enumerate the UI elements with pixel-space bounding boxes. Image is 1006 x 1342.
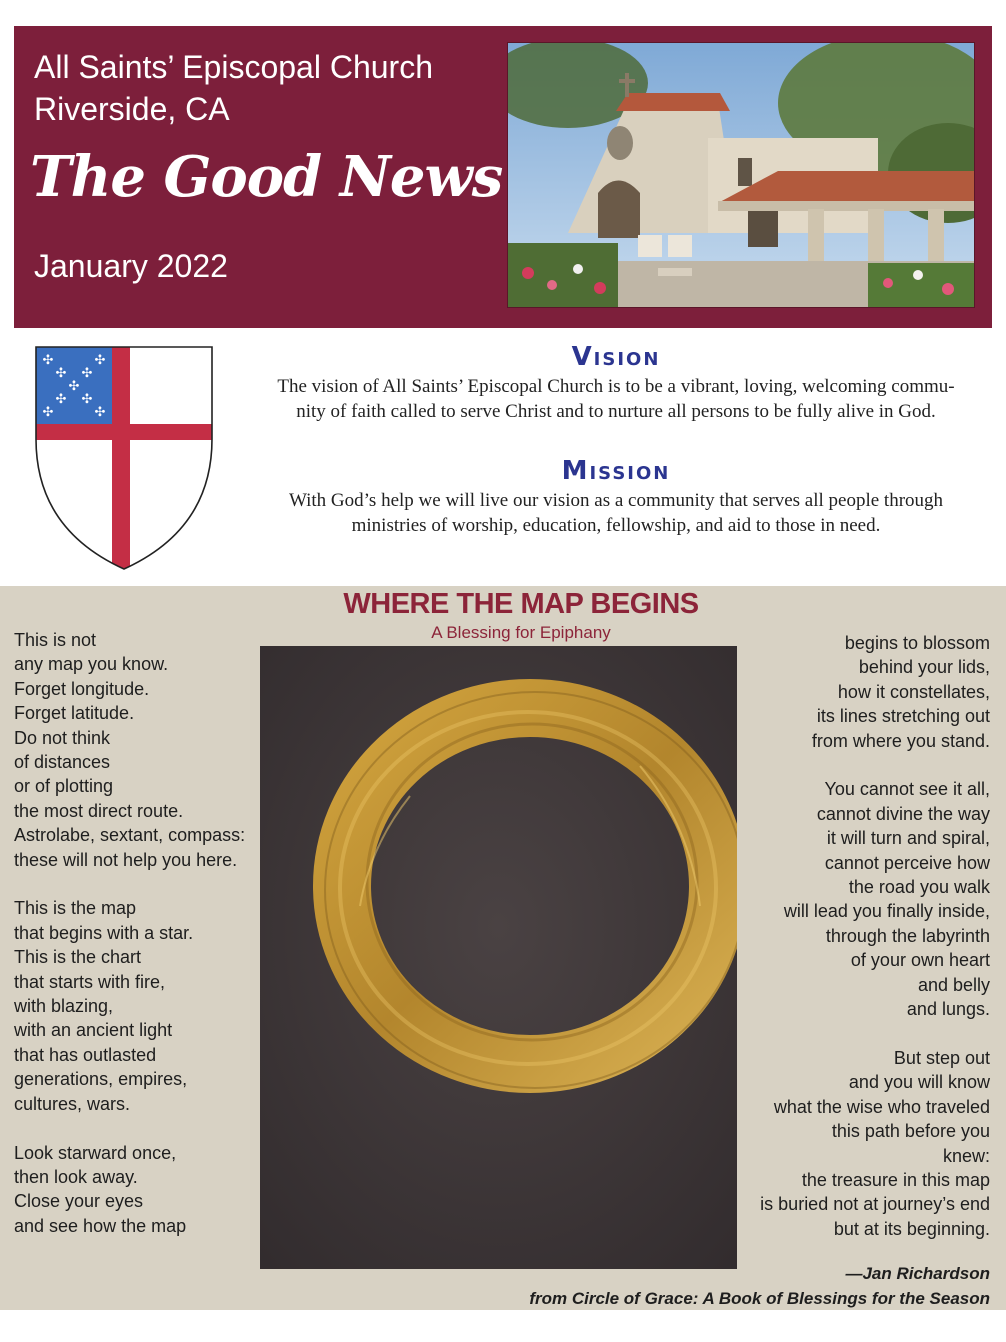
poem-line: But step out [893,1047,990,1068]
poem-source: from Circle of Grace: A Book of Blessings for the Season [529,1289,990,1308]
poem-title: WHERE THE MAP BEGINS [343,588,699,620]
vision-statement [236,374,996,424]
poem-line: Look starward once, [14,1142,177,1163]
church-photo [507,42,975,308]
poem-line: You cannot see it all, [824,779,990,800]
svg-text:✣: ✣ [81,392,93,407]
poem-line: with an ancient light [14,1020,173,1041]
svg-text:✣: ✣ [42,353,54,368]
poem-line: This is the map [14,898,137,919]
poem-line: Forget longitude. [14,678,150,699]
mission-line: ministries of worship, education, fellowship, and aid to those in need. [351,515,881,536]
poem-line: cultures, wars. [14,1093,131,1114]
poem-line: Forget latitude. [14,703,135,724]
episcopal-shield-emblem [30,344,216,572]
masthead [14,26,992,328]
mission-heading: Mission [561,456,671,486]
mission-line: With God’s help we will live our vision as a community that serves all people through [288,490,944,511]
poem-stanza [14,896,264,1116]
poem-line: cannot perceive how [824,852,990,873]
poem-line: generations, empires, [14,1069,188,1090]
poem-line: the road you walk [848,877,990,898]
poem-line: cannot divine the way [816,803,990,824]
poem-line: will lead you finally inside, [783,901,990,922]
poem-line: Close your eyes [14,1191,144,1212]
poem-right-column [700,631,990,1241]
poem-line: of distances [14,752,111,773]
poem-line: it will turn and spiral, [826,828,990,849]
poem-line: and you will know [848,1072,990,1093]
church-location: Riverside, CA [34,91,230,127]
poem-line: its lines stretching out [816,706,990,727]
poem-line: that has outlasted [14,1044,157,1065]
newsletter-title: The Good News [30,144,503,210]
vision-line: nity of faith called to serve Christ and to nurture all persons to be fully alive in God. [296,401,936,422]
poem-line: then look away. [14,1166,138,1187]
poem-line: but at its beginning. [833,1218,990,1239]
svg-text:✣: ✣ [94,405,106,420]
svg-text:✣: ✣ [55,392,67,407]
poem-stanza [14,1141,264,1239]
vision-heading: Vision [571,342,661,372]
poem-line: and lungs. [906,999,990,1020]
svg-text:✣: ✣ [42,405,54,420]
poem-line: Astrolabe, sextant, compass: [14,825,246,846]
poem-line: what the wise who traveled [773,1096,990,1117]
poem-line: of your own heart [850,950,990,971]
poem-line: behind your lids, [858,657,990,678]
poem-line: Do not think [14,727,111,748]
poem-line: that starts with fire, [14,971,166,992]
golden-ring-painting [260,646,737,1269]
poem-line: how it constellates, [837,681,990,702]
poem-line: and see how the map [14,1215,187,1236]
poem-line: that begins with a star. [14,922,194,943]
poem-stanza [700,777,990,1021]
issue-date: January 2022 [34,248,228,284]
poem-line: This is the chart [14,947,142,968]
poem-line: with blazing, [14,996,114,1017]
poem-line: begins to blossom [844,633,990,653]
poem-subtitle: A Blessing for Epiphany [431,623,611,642]
church-name [34,46,433,130]
svg-text:✣: ✣ [94,353,106,368]
mission-statement [236,488,996,538]
poem-line: and belly [917,974,990,995]
poem-line: this path before you [831,1121,990,1142]
poem-author: —Jan Richardson [845,1264,990,1283]
poem-line: from where you stand. [811,730,990,751]
svg-text:✣: ✣ [55,366,67,381]
poem-stanza [700,631,990,753]
poem-line: through the labyrinth [825,925,990,946]
poem-line: the treasure in this map [801,1169,990,1190]
church-name-line: All Saints’ Episcopal Church [34,49,433,85]
poem-line: knew: [942,1145,990,1166]
svg-text:✣: ✣ [81,366,93,381]
poem-stanza [700,1046,990,1241]
poem-stanza [14,628,264,872]
poem-line: these will not help you here. [14,849,238,870]
poem-line: This is not [14,630,97,650]
poem-line: any map you know. [14,654,169,675]
vision-line: The vision of All Saints’ Episcopal Church is to be a vibrant, loving, welcoming commu- [277,376,955,397]
svg-text:✣: ✣ [68,379,80,394]
poem-line: or of plotting [14,776,114,797]
poem-line: is buried not at journey’s end [760,1194,990,1215]
poem-left-column [14,628,264,1238]
poem-line: the most direct route. [14,800,184,821]
